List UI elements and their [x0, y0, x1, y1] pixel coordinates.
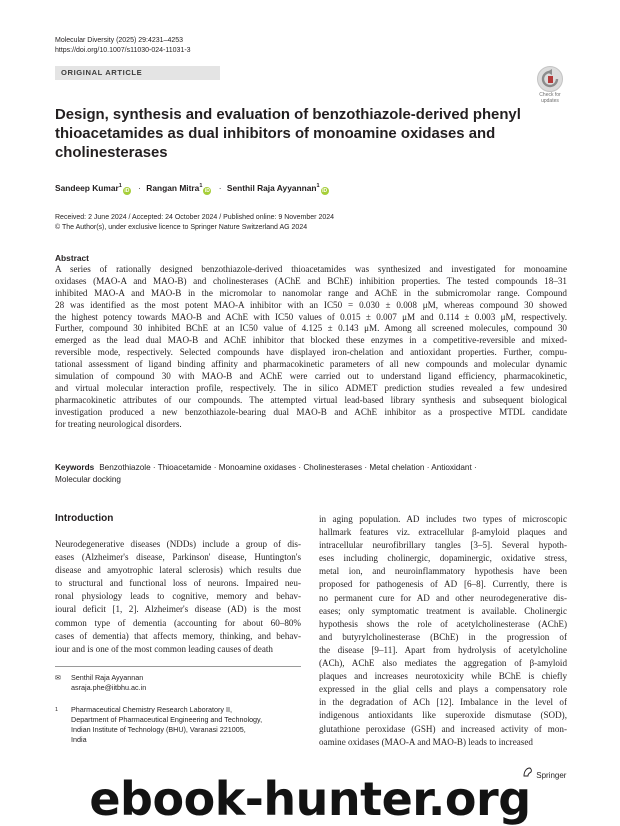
abstract-line: inhibited MAO-A and MAO-B in the micromolar to nanomolar range and AChE in the submicromolar range. Compound	[55, 287, 567, 298]
body-line: no permanent cure for AD and other neurodegenerative dis-	[319, 592, 567, 603]
affiliation-line: Department of Pharmaceutical Engineering and Technology,	[71, 715, 263, 724]
body-line: common type of dementia (accounting for about 60–80%	[55, 617, 301, 628]
introduction-heading: Introduction	[55, 513, 114, 524]
publisher-name: Springer	[536, 771, 567, 780]
abstract-line: and virtual molecular interaction profile, respectively. The in silico ADMET prediction studies revealed a few undesired	[55, 382, 567, 393]
body-line: proposed for pathogenesis of AD [6–8]. Currently, there is	[319, 579, 567, 590]
publication-dates: Received: 2 June 2024 / Accepted: 24 October 2024 / Published online: 9 November 2024	[55, 214, 335, 221]
body-line: eases (Alzheimer's disease, Parkinson' disease, Huntington's	[55, 552, 301, 563]
abstract-line: investigation produced a new benzothiazole-bearing dual MAO-B and AChE inhibitor as a prospective MTDL candidate	[55, 406, 567, 417]
affiliation-line: Pharmaceutical Chemistry Research Laboratory II,	[71, 705, 232, 714]
affiliation-number: 1	[55, 707, 59, 713]
abstract-line: pharmacokinetic attributes of our compounds. The attempted virtual lead-based library synthesis and subsequent biological	[55, 394, 567, 405]
contact-email[interactable]: asraja.phe@iitbhu.ac.in	[71, 683, 147, 692]
keywords-list-continued: Molecular docking	[55, 475, 121, 484]
author-name[interactable]: Rangan Mitra	[146, 182, 200, 193]
abstract-line: simulation of compound 30 with MAO-B and AChE were carried out to understand ligand efficiency, pharmacokinetic,	[55, 371, 567, 382]
body-line: and butyrylcholinesterase (BChE) in the progression of	[319, 631, 567, 642]
affiliation-footnote	[55, 705, 262, 745]
abstract-line: 28 was identified as the most potent MAO-A inhibitor with an IC50 = 0.030 ± 0.008 μM, whereas compound 30 showed	[55, 299, 567, 310]
body-line: ronal physiology leads to cognitive, memory and behav-	[55, 591, 301, 602]
abstract-line: A series of rationally designed benzothiazole-derived thioacetamides was synthesized and investigated for monoamine	[55, 264, 567, 274]
keywords-block	[55, 462, 567, 486]
introduction-right-column	[319, 513, 567, 749]
body-line: iour and is one of the most common leading causes of death	[55, 643, 273, 654]
body-line: in aging population. AD includes two types of microscopic	[319, 514, 567, 524]
author-separator: ·	[138, 182, 141, 193]
body-line: expressed in the glial cells and plays a compensatory role	[319, 684, 567, 695]
contact-name: Senthil Raja Ayyannan	[71, 673, 144, 682]
abstract-line: oxidases (MAO-A and MAO-B) and cholinesterases (AChE and BChE) inhibition properties. The tested compounds 18–31	[55, 275, 567, 286]
envelope-icon: ✉	[55, 673, 62, 682]
body-line: in the degradation of ACh [12]. Imbalance in the level of	[319, 697, 567, 708]
check-for-updates-badge[interactable]	[534, 66, 566, 104]
keywords-list: Benzothiazole · Thioacetamide · Monoamine oxidases · Cholinesterases · Metal chelation · Antioxidant ·	[99, 463, 477, 472]
body-line: (ACh), AChE also mediates the aggregation of β-amyloid	[319, 658, 567, 669]
body-line: the disease [9–11]. Apart from hydrolysis of acetylcholine	[319, 644, 567, 655]
body-line: metal ion, and neuroinflammatory hypothesis have been	[319, 566, 567, 577]
body-line: plaques and increases neurotoxicity while BChE is chiefly	[319, 671, 567, 682]
copyright-notice: © The Author(s), under exclusive licence to Springer Nature Switzerland AG 2024	[55, 224, 308, 231]
abstract-heading: Abstract	[55, 253, 89, 263]
author-name[interactable]: Sandeep Kumar	[55, 182, 119, 193]
body-line: hypothesis shows the role of acetylcholinesterase (AChE)	[319, 618, 567, 629]
body-line: disease and amyotrophic lateral sclerosis) which results due	[55, 565, 301, 576]
body-line: cases of dementia) that affects memory, thinking, and behav-	[55, 630, 301, 641]
orcid-icon[interactable]: iD	[322, 187, 328, 194]
keywords-label: Keywords	[55, 463, 95, 472]
author-name[interactable]: Senthil Raja Ayyannan	[226, 182, 317, 193]
body-line: eases; only symptomatic treatment is available. Cholinergic	[319, 605, 567, 616]
check-updates-icon	[537, 66, 563, 92]
orcid-icon[interactable]: iD	[204, 187, 210, 194]
check-updates-label: Check for updates	[539, 92, 561, 104]
body-line: Neurodegenerative diseases (NDDs) include a group of dis-	[55, 539, 301, 549]
abstract-line: tational assessment of ligand binding affinity and pharmacokinetic parameters of all new compounds and molecular dynamic	[55, 359, 567, 370]
abstract-line: Further, compound 30 inhibited BChE at an IC50 value of 4.125 ± 0.143 μM. Among all screened molecules, compound 30	[55, 323, 567, 334]
affiliation-line: Indian Institute of Technology (BHU), Varanasi 221005,	[71, 725, 246, 734]
body-line: oamine oxidases (MAO-A and MAO-B) leads to increased	[319, 736, 533, 747]
author-affiliation-marker: 1	[199, 183, 203, 189]
abstract-line: the highest potency towards MAO-B and AChE with IC50 values of 0.015 ± 0.007 μM and 0.114 ± 0.003 μM, respectively.	[55, 311, 567, 322]
abstract-line: for treating neurological disorders.	[55, 418, 182, 429]
watermark-text: ebook-hunter.org	[89, 772, 531, 826]
introduction-left-column	[55, 538, 301, 656]
author-list	[55, 180, 331, 195]
abstract-line: reversible mode, respectively. Selected compounds have displayed iron-chelation and antioxidant properties. Further, compu-	[55, 347, 567, 358]
author-affiliation-marker: 1	[118, 183, 122, 189]
body-line: eses including cholinergic, dopaminergic, oxidative stress,	[319, 553, 567, 564]
body-line: to structural and functional loss of neurons. Impaired neu-	[55, 578, 301, 589]
abstract-line: emerged as the lead dual MAO-B and AChE inhibitor that blocked these enzymes in a competitive-reversible and mixed-	[55, 335, 567, 346]
orcid-icon[interactable]: iD	[124, 187, 130, 194]
body-line: intracellular neurofibrillary tangles [3–5]. Several hypoth-	[319, 540, 567, 551]
affiliation-line: India	[71, 735, 87, 744]
body-line: ioural deficit [1, 2]. Alzheimer's disease (AD) is the most	[55, 604, 301, 615]
author-separator: ·	[218, 182, 222, 193]
article-title: Design, synthesis and evaluation of benzothiazole-derived phenyl thioacetamides as dual inhibitors of monoamine oxidases and cholinesterases	[55, 107, 521, 161]
body-line: indigenous antioxidants like superoxide dismutase (SOD),	[319, 710, 567, 721]
author-affiliation-marker: 1	[316, 183, 320, 189]
footnote-divider	[55, 666, 301, 667]
journal-citation: Molecular Diversity (2025) 29:4231–4253	[55, 37, 184, 44]
doi-link[interactable]: https://doi.org/10.1007/s11030-024-11031-3	[55, 47, 191, 54]
abstract-body	[55, 264, 567, 430]
body-line: glutathione peroxidase (GSH) and increased activity of mon-	[319, 723, 567, 734]
article-type-badge: ORIGINAL ARTICLE	[55, 66, 220, 80]
body-line: hallmark features viz. extracellular β-amyloid plaques and	[319, 527, 567, 538]
corresponding-author-contact	[55, 673, 146, 693]
